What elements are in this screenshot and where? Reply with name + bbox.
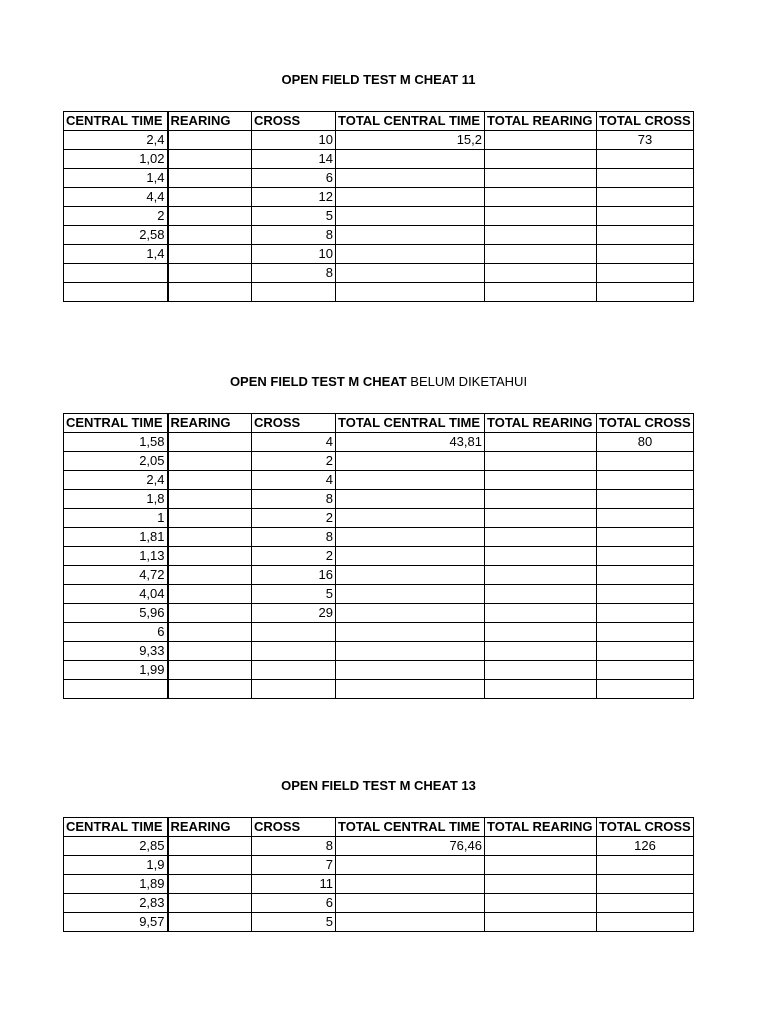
table-row <box>64 169 694 188</box>
cell-rearing <box>168 894 252 913</box>
cell-total-rearing <box>485 661 597 680</box>
cell-cross: 8 <box>252 490 336 509</box>
cell-rearing <box>168 661 252 680</box>
cell-total-rearing <box>485 490 597 509</box>
cell-total-central-time <box>336 894 485 913</box>
cell-central-time: 2,05 <box>64 452 168 471</box>
cell-central-time: 1,58 <box>64 433 168 452</box>
cell-total-central-time <box>336 471 485 490</box>
cell-cross <box>252 283 336 302</box>
cell-rearing <box>168 875 252 894</box>
cell-total-cross <box>597 623 694 642</box>
cell-central-time: 4,4 <box>64 188 168 207</box>
table-row <box>64 226 694 245</box>
cell-total-central-time <box>336 264 485 283</box>
cell-rearing <box>168 433 252 452</box>
cell-cross: 8 <box>252 528 336 547</box>
table-row <box>64 856 694 875</box>
column-header-rearing: REARING <box>168 818 252 837</box>
section-2-title-normal: BELUM DIKETAHUI <box>410 374 528 389</box>
cell-central-time: 2,83 <box>64 894 168 913</box>
section-1-title-bold: OPEN FIELD TEST M CHEAT 11 <box>281 72 476 87</box>
cell-total-rearing <box>485 207 597 226</box>
section-1-title <box>0 72 757 88</box>
cell-cross: 8 <box>252 837 336 856</box>
cell-rearing <box>168 452 252 471</box>
column-header-total-central-time: TOTAL CENTRAL TIME <box>336 818 485 837</box>
cell-total-cross <box>597 604 694 623</box>
cell-total-central-time <box>336 226 485 245</box>
cell-total-rearing <box>485 585 597 604</box>
cell-total-cross <box>597 509 694 528</box>
cell-total-central-time <box>336 642 485 661</box>
cell-total-cross <box>597 875 694 894</box>
cell-cross: 29 <box>252 604 336 623</box>
cell-total-central-time <box>336 150 485 169</box>
cell-central-time <box>64 264 168 283</box>
cell-total-central-time <box>336 585 485 604</box>
cell-total-cross <box>597 894 694 913</box>
cell-cross: 4 <box>252 433 336 452</box>
cell-total-cross <box>597 245 694 264</box>
table-row <box>64 452 694 471</box>
cell-total-rearing <box>485 894 597 913</box>
cell-rearing <box>168 642 252 661</box>
cell-total-cross: 126 <box>597 837 694 856</box>
cell-rearing <box>168 566 252 585</box>
table-row <box>64 894 694 913</box>
table-row <box>64 642 694 661</box>
cell-central-time: 6 <box>64 623 168 642</box>
cell-cross: 8 <box>252 264 336 283</box>
column-header-cross: CROSS <box>252 414 336 433</box>
table-row <box>64 875 694 894</box>
table-row <box>64 528 694 547</box>
cell-total-rearing <box>485 452 597 471</box>
cell-total-cross <box>597 547 694 566</box>
column-header-cross: CROSS <box>252 818 336 837</box>
cell-total-rearing <box>485 547 597 566</box>
cell-total-central-time <box>336 188 485 207</box>
cell-rearing <box>168 471 252 490</box>
column-header-total-central-time: TOTAL CENTRAL TIME <box>336 112 485 131</box>
cell-central-time <box>64 680 168 699</box>
cell-total-rearing <box>485 433 597 452</box>
cell-total-rearing <box>485 283 597 302</box>
cell-central-time: 1,8 <box>64 490 168 509</box>
cell-rearing <box>168 264 252 283</box>
cell-cross: 8 <box>252 226 336 245</box>
cell-central-time: 1,13 <box>64 547 168 566</box>
column-header-total-central-time: TOTAL CENTRAL TIME <box>336 414 485 433</box>
cell-total-cross <box>597 680 694 699</box>
cell-central-time: 9,33 <box>64 642 168 661</box>
cell-total-rearing <box>485 604 597 623</box>
cell-cross: 2 <box>252 547 336 566</box>
table-row <box>64 585 694 604</box>
cell-total-rearing <box>485 623 597 642</box>
cell-rearing <box>168 623 252 642</box>
cell-total-central-time <box>336 283 485 302</box>
cell-central-time <box>64 283 168 302</box>
cell-central-time: 1,89 <box>64 875 168 894</box>
cell-total-central-time <box>336 528 485 547</box>
section-3-title-bold: OPEN FIELD TEST M CHEAT 13 <box>281 778 476 793</box>
cell-total-rearing <box>485 566 597 585</box>
cell-total-central-time <box>336 875 485 894</box>
header-row <box>64 818 694 837</box>
cell-total-central-time <box>336 490 485 509</box>
cell-total-cross <box>597 150 694 169</box>
table-row <box>64 490 694 509</box>
column-header-rearing: REARING <box>168 414 252 433</box>
cell-rearing <box>168 547 252 566</box>
cell-central-time: 2,4 <box>64 131 168 150</box>
cell-rearing <box>168 490 252 509</box>
cell-cross: 7 <box>252 856 336 875</box>
cell-central-time: 1,4 <box>64 245 168 264</box>
cell-total-central-time <box>336 680 485 699</box>
table-row <box>64 264 694 283</box>
cell-rearing <box>168 245 252 264</box>
cell-total-central-time <box>336 207 485 226</box>
cell-central-time: 4,04 <box>64 585 168 604</box>
cell-central-time: 9,57 <box>64 913 168 932</box>
section-3-title <box>0 778 757 794</box>
cell-cross: 11 <box>252 875 336 894</box>
cell-total-rearing <box>485 837 597 856</box>
cell-central-time: 1,02 <box>64 150 168 169</box>
cell-total-cross: 73 <box>597 131 694 150</box>
cell-total-cross <box>597 226 694 245</box>
cell-rearing <box>168 585 252 604</box>
cell-cross: 6 <box>252 894 336 913</box>
column-header-central-time: CENTRAL TIME <box>64 818 168 837</box>
cell-total-central-time <box>336 604 485 623</box>
column-header-total-cross: TOTAL CROSS <box>597 818 694 837</box>
table-row <box>64 661 694 680</box>
cell-rearing <box>168 509 252 528</box>
section-1-table <box>63 111 694 302</box>
header-row <box>64 112 694 131</box>
cell-total-cross <box>597 913 694 932</box>
column-header-total-cross: TOTAL CROSS <box>597 112 694 131</box>
cell-cross: 2 <box>252 452 336 471</box>
table-row <box>64 837 694 856</box>
cell-rearing <box>168 680 252 699</box>
cell-total-central-time: 76,46 <box>336 837 485 856</box>
cell-total-rearing <box>485 226 597 245</box>
cell-central-time: 1,81 <box>64 528 168 547</box>
cell-cross <box>252 642 336 661</box>
column-header-rearing: REARING <box>168 112 252 131</box>
cell-total-rearing <box>485 471 597 490</box>
cell-total-central-time <box>336 169 485 188</box>
table-row <box>64 604 694 623</box>
section-2-title <box>0 374 757 390</box>
table-row <box>64 680 694 699</box>
column-header-cross: CROSS <box>252 112 336 131</box>
cell-cross <box>252 680 336 699</box>
cell-central-time: 2,85 <box>64 837 168 856</box>
table-row <box>64 131 694 150</box>
cell-central-time: 5,96 <box>64 604 168 623</box>
cell-total-cross <box>597 528 694 547</box>
cell-rearing <box>168 283 252 302</box>
cell-total-cross <box>597 283 694 302</box>
section-2-title-bold: OPEN FIELD TEST M CHEAT <box>229 374 407 389</box>
cell-total-cross <box>597 490 694 509</box>
cell-rearing <box>168 913 252 932</box>
cell-total-rearing <box>485 680 597 699</box>
table-row <box>64 913 694 932</box>
column-header-total-rearing: TOTAL REARING <box>485 414 597 433</box>
cell-rearing <box>168 856 252 875</box>
cell-total-rearing <box>485 509 597 528</box>
cell-rearing <box>168 528 252 547</box>
cell-total-central-time: 15,2 <box>336 131 485 150</box>
cell-total-cross <box>597 264 694 283</box>
cell-total-cross <box>597 585 694 604</box>
cell-cross: 14 <box>252 150 336 169</box>
column-header-central-time: CENTRAL TIME <box>64 112 168 131</box>
cell-central-time: 2,58 <box>64 226 168 245</box>
cell-rearing <box>168 837 252 856</box>
cell-total-central-time <box>336 661 485 680</box>
table-row <box>64 623 694 642</box>
cell-central-time: 1 <box>64 509 168 528</box>
table-row <box>64 283 694 302</box>
cell-total-cross <box>597 188 694 207</box>
cell-total-rearing <box>485 131 597 150</box>
cell-total-cross <box>597 471 694 490</box>
cell-cross: 10 <box>252 131 336 150</box>
table-row <box>64 547 694 566</box>
cell-total-cross <box>597 452 694 471</box>
cell-rearing <box>168 226 252 245</box>
cell-central-time: 1,4 <box>64 169 168 188</box>
table-row <box>64 509 694 528</box>
cell-total-rearing <box>485 150 597 169</box>
table-row <box>64 471 694 490</box>
cell-total-rearing <box>485 188 597 207</box>
cell-total-central-time <box>336 547 485 566</box>
cell-rearing <box>168 207 252 226</box>
cell-rearing <box>168 604 252 623</box>
cell-total-rearing <box>485 913 597 932</box>
column-header-central-time: CENTRAL TIME <box>64 414 168 433</box>
cell-cross: 2 <box>252 509 336 528</box>
cell-cross: 12 <box>252 188 336 207</box>
cell-total-cross <box>597 169 694 188</box>
table-row <box>64 188 694 207</box>
cell-total-rearing <box>485 169 597 188</box>
table-row <box>64 566 694 585</box>
cell-total-cross <box>597 661 694 680</box>
cell-total-rearing <box>485 875 597 894</box>
cell-total-rearing <box>485 856 597 875</box>
cell-cross: 6 <box>252 169 336 188</box>
cell-rearing <box>168 188 252 207</box>
cell-total-central-time <box>336 856 485 875</box>
cell-cross: 16 <box>252 566 336 585</box>
cell-cross: 5 <box>252 585 336 604</box>
cell-total-rearing <box>485 264 597 283</box>
cell-cross: 10 <box>252 245 336 264</box>
column-header-total-rearing: TOTAL REARING <box>485 818 597 837</box>
cell-total-rearing <box>485 245 597 264</box>
section-2-table <box>63 413 694 699</box>
table-row <box>64 207 694 226</box>
cell-rearing <box>168 169 252 188</box>
cell-central-time: 1,99 <box>64 661 168 680</box>
cell-total-cross <box>597 642 694 661</box>
cell-total-central-time <box>336 452 485 471</box>
cell-cross <box>252 623 336 642</box>
cell-total-cross <box>597 566 694 585</box>
cell-cross: 5 <box>252 207 336 226</box>
cell-total-rearing <box>485 528 597 547</box>
cell-total-central-time: 43,81 <box>336 433 485 452</box>
cell-central-time: 4,72 <box>64 566 168 585</box>
cell-rearing <box>168 131 252 150</box>
cell-rearing <box>168 150 252 169</box>
cell-cross: 5 <box>252 913 336 932</box>
column-header-total-rearing: TOTAL REARING <box>485 112 597 131</box>
table-row <box>64 433 694 452</box>
cell-central-time: 2 <box>64 207 168 226</box>
cell-total-central-time <box>336 566 485 585</box>
header-row <box>64 414 694 433</box>
cell-total-cross <box>597 856 694 875</box>
table-row <box>64 150 694 169</box>
cell-total-central-time <box>336 245 485 264</box>
cell-total-cross: 80 <box>597 433 694 452</box>
column-header-total-cross: TOTAL CROSS <box>597 414 694 433</box>
cell-cross: 4 <box>252 471 336 490</box>
cell-total-central-time <box>336 623 485 642</box>
cell-central-time: 2,4 <box>64 471 168 490</box>
cell-total-central-time <box>336 509 485 528</box>
cell-central-time: 1,9 <box>64 856 168 875</box>
section-3-table <box>63 817 694 932</box>
cell-cross <box>252 661 336 680</box>
cell-total-cross <box>597 207 694 226</box>
cell-total-central-time <box>336 913 485 932</box>
cell-total-rearing <box>485 642 597 661</box>
table-row <box>64 245 694 264</box>
